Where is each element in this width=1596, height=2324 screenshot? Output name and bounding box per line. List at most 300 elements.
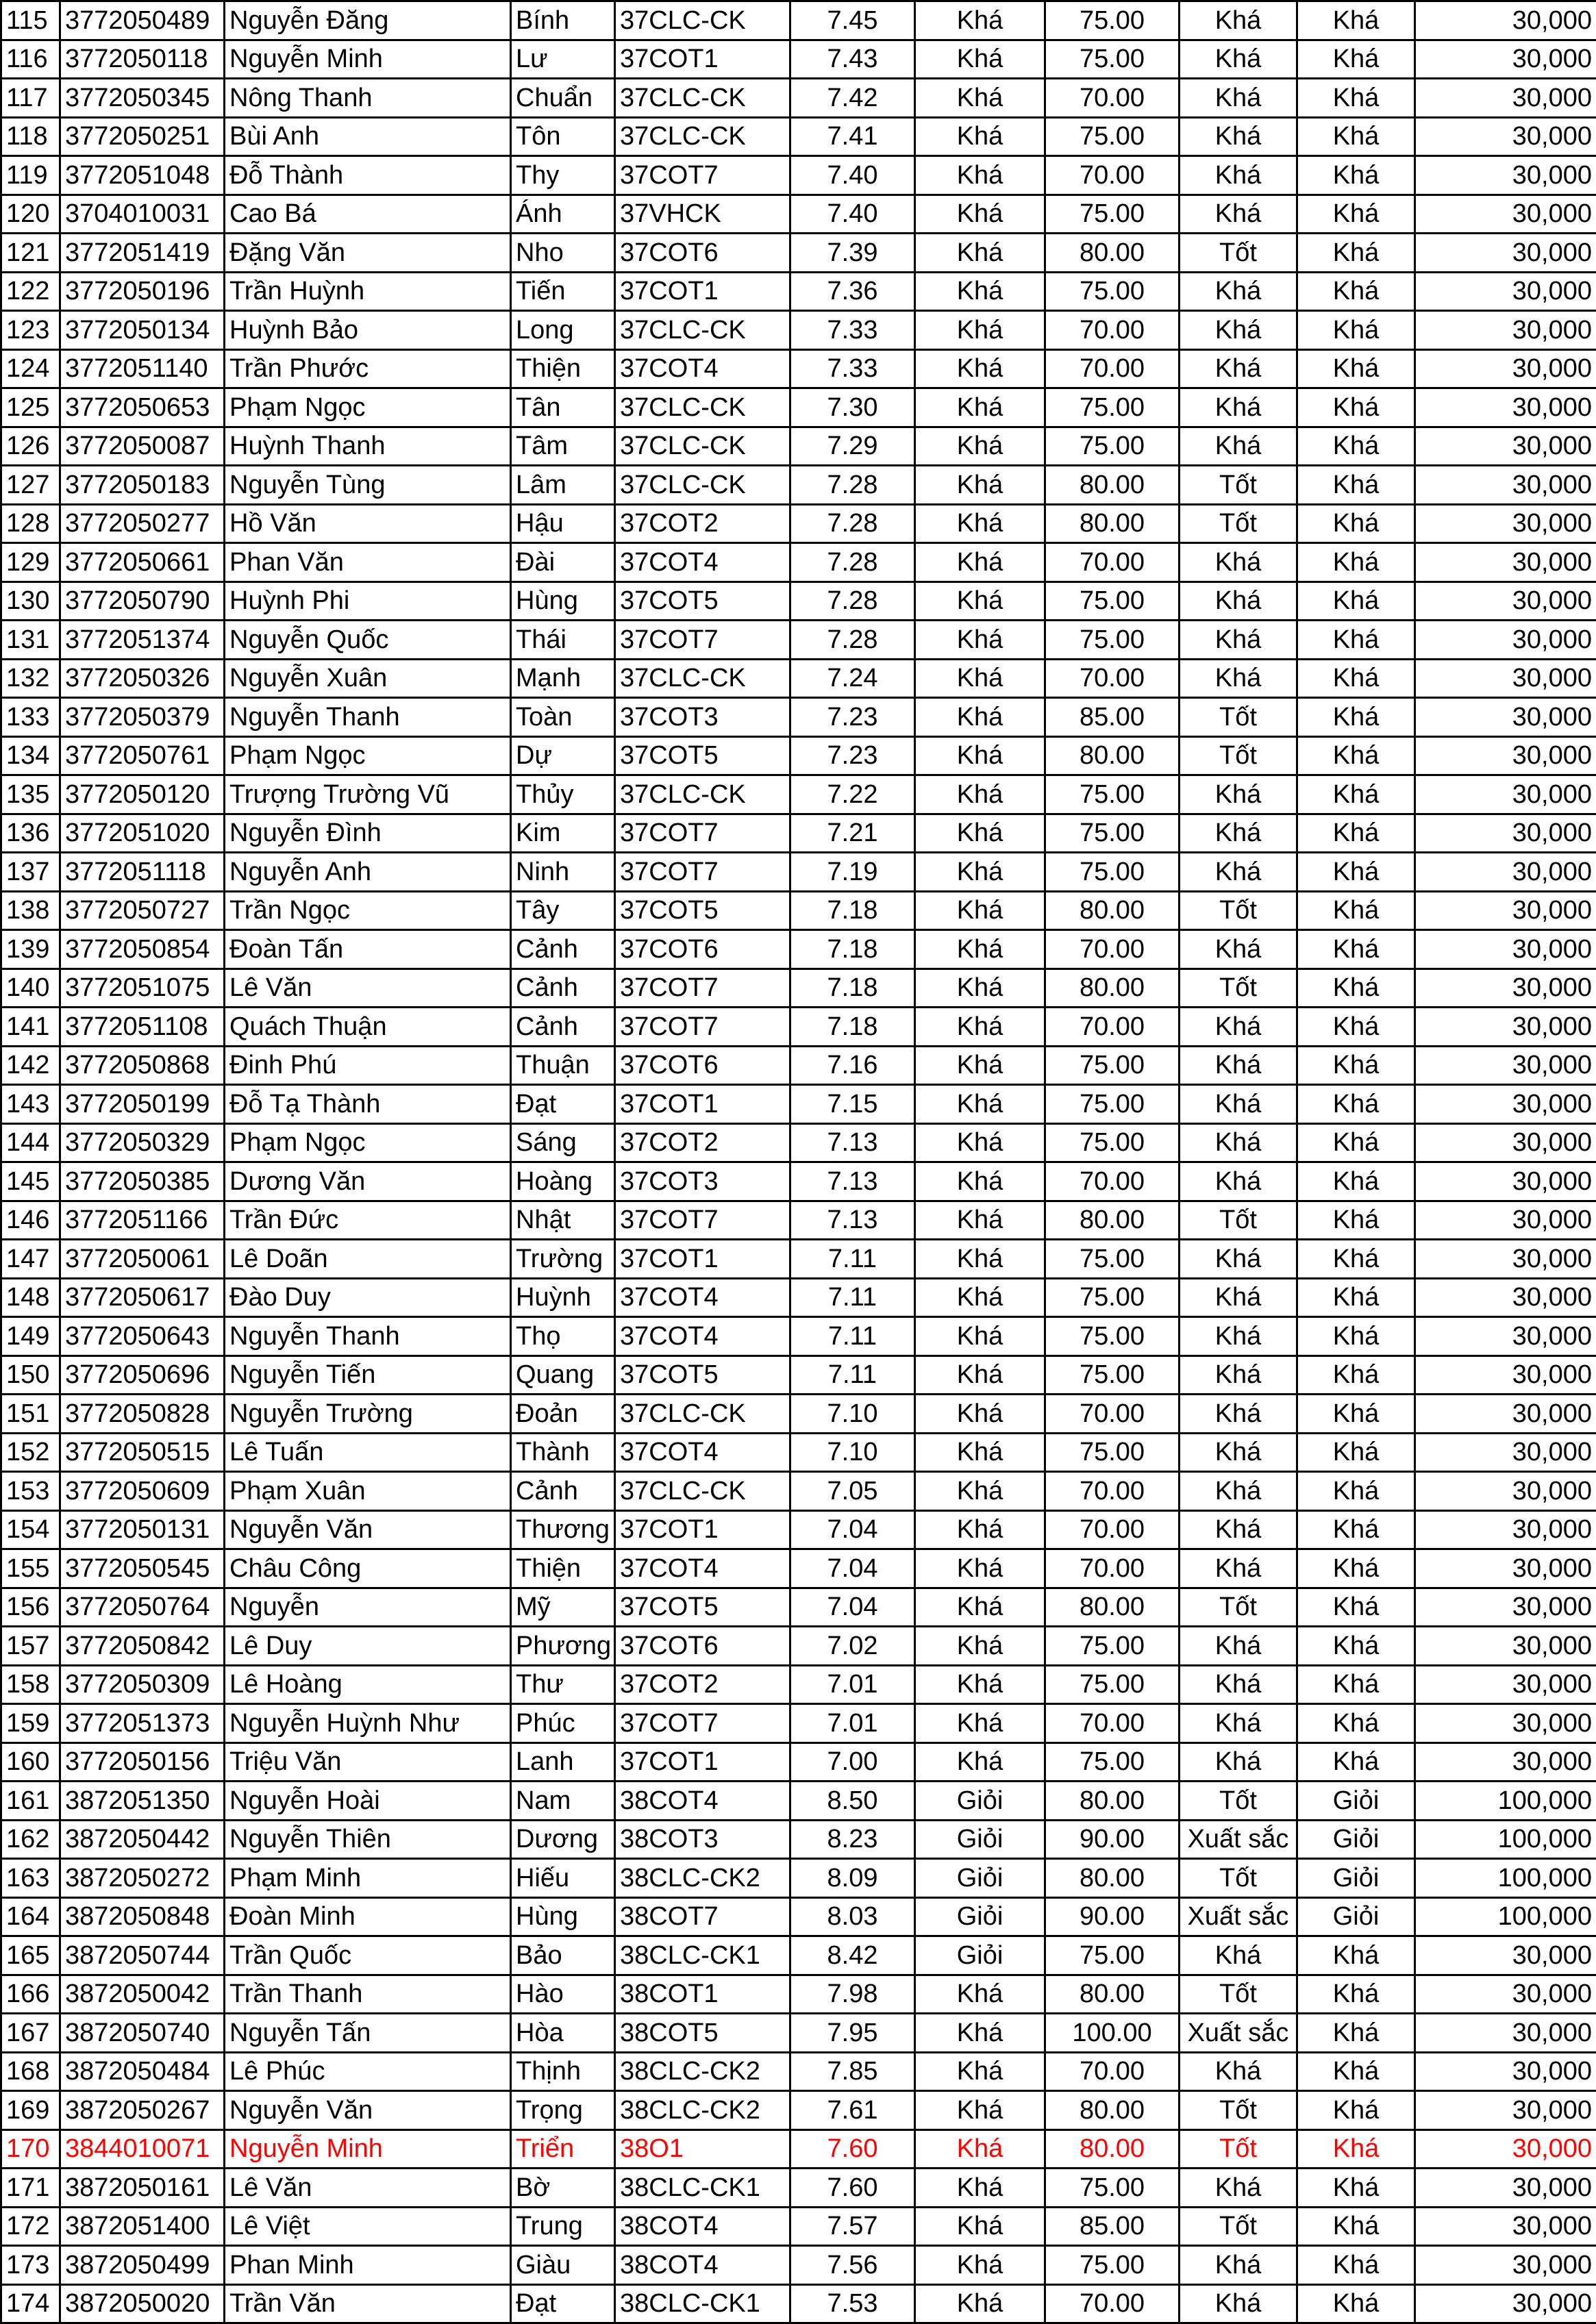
conduct-score-cell: 75.00 — [1045, 853, 1180, 892]
scholarship-rank-cell: Khá — [1297, 891, 1415, 930]
academic-rank-cell: Khá — [915, 504, 1045, 543]
last-middle-name-cell: Đoàn Tấn — [225, 930, 511, 969]
class-cell: 37CLC-CK — [615, 659, 790, 698]
row-number-cell: 165 — [1, 1936, 60, 1975]
table-row — [1, 2014, 1596, 2053]
table-row — [1, 1510, 1596, 1549]
amount-cell: 30,000 — [1415, 1627, 1596, 1666]
conduct-score-cell: 80.00 — [1045, 969, 1180, 1008]
conduct-rank-cell: Khá — [1180, 659, 1297, 698]
scholarship-rank-cell: Khá — [1297, 79, 1415, 118]
conduct-rank-cell: Khá — [1180, 156, 1297, 195]
table-row — [1, 543, 1596, 582]
class-cell: 37CLC-CK — [615, 427, 790, 466]
student-id-cell: 3772050643 — [60, 1317, 225, 1356]
first-name-cell: Cảnh — [511, 1472, 615, 1511]
first-name-cell: Đạt — [511, 1085, 615, 1124]
student-id-cell: 3772050379 — [60, 698, 225, 737]
last-middle-name-cell: Triệu Văn — [225, 1742, 511, 1782]
student-id-cell: 3772050696 — [60, 1355, 225, 1395]
class-cell: 37COT4 — [615, 1433, 790, 1472]
last-middle-name-cell: Trần Quốc — [225, 1936, 511, 1975]
gpa-cell: 7.61 — [790, 2091, 915, 2130]
table-row — [1, 736, 1596, 775]
academic-rank-cell: Khá — [915, 1395, 1045, 1434]
conduct-rank-cell: Khá — [1180, 1665, 1297, 1704]
scholarship-rank-cell: Giỏi — [1297, 1820, 1415, 1859]
scholarship-rank-cell: Khá — [1297, 1665, 1415, 1704]
table-row — [1, 621, 1596, 660]
scholarship-rank-cell: Khá — [1297, 930, 1415, 969]
last-middle-name-cell: Nguyễn Anh — [225, 853, 511, 892]
academic-rank-cell: Khá — [915, 1123, 1045, 1162]
academic-rank-cell: Giỏi — [915, 1820, 1045, 1859]
amount-cell: 100,000 — [1415, 1782, 1596, 1821]
last-middle-name-cell: Phạm Minh — [225, 1859, 511, 1898]
table-row — [1, 1627, 1596, 1666]
student-id-cell: 3772051118 — [60, 853, 225, 892]
student-id-cell: 3772051108 — [60, 1008, 225, 1047]
gpa-cell: 8.23 — [790, 1820, 915, 1859]
first-name-cell: Bính — [511, 1, 615, 40]
conduct-rank-cell: Tốt — [1180, 891, 1297, 930]
gpa-cell: 7.98 — [790, 1975, 915, 2014]
conduct-rank-cell: Khá — [1180, 930, 1297, 969]
class-cell: 37CLC-CK — [615, 1395, 790, 1434]
scholarship-rank-cell: Khá — [1297, 1395, 1415, 1434]
academic-rank-cell: Khá — [915, 1742, 1045, 1782]
table-row — [1, 1240, 1596, 1279]
first-name-cell: Hoàng — [511, 1162, 615, 1201]
gpa-cell: 7.19 — [790, 853, 915, 892]
scholarship-rank-cell: Giỏi — [1297, 1897, 1415, 1936]
student-id-cell: 3772050118 — [60, 40, 225, 79]
class-cell: 38COT7 — [615, 1897, 790, 1936]
gpa-cell: 8.50 — [790, 1782, 915, 1821]
academic-rank-cell: Khá — [915, 2014, 1045, 2053]
last-middle-name-cell: Nguyễn Đăng — [225, 1, 511, 40]
last-middle-name-cell: Nguyễn Huỳnh Như — [225, 1704, 511, 1743]
student-id-cell: 3872050848 — [60, 1897, 225, 1936]
first-name-cell: Mạnh — [511, 659, 615, 698]
class-cell: 37COT1 — [615, 272, 790, 311]
row-number-cell: 159 — [1, 1704, 60, 1743]
conduct-rank-cell: Tốt — [1180, 1201, 1297, 1240]
conduct-score-cell: 75.00 — [1045, 775, 1180, 814]
conduct-score-cell: 70.00 — [1045, 543, 1180, 582]
last-middle-name-cell: Trần Văn — [225, 2284, 511, 2323]
academic-rank-cell: Khá — [915, 621, 1045, 660]
scholarship-rank-cell: Khá — [1297, 1742, 1415, 1782]
last-middle-name-cell: Nguyễn Tấn — [225, 2014, 511, 2053]
conduct-score-cell: 75.00 — [1045, 1627, 1180, 1666]
scholarship-rank-cell: Khá — [1297, 2169, 1415, 2208]
row-number-cell: 171 — [1, 2169, 60, 2208]
conduct-score-cell: 80.00 — [1045, 234, 1180, 273]
conduct-score-cell: 70.00 — [1045, 311, 1180, 350]
amount-cell: 30,000 — [1415, 1317, 1596, 1356]
last-middle-name-cell: Đỗ Tạ Thành — [225, 1085, 511, 1124]
table-row — [1, 1317, 1596, 1356]
row-number-cell: 144 — [1, 1123, 60, 1162]
last-middle-name-cell: Lê Việt — [225, 2207, 511, 2246]
amount-cell: 100,000 — [1415, 1859, 1596, 1898]
table-row — [1, 1355, 1596, 1395]
scholarship-rank-cell: Khá — [1297, 1355, 1415, 1395]
class-cell: 37COT7 — [615, 1704, 790, 1743]
gpa-cell: 7.41 — [790, 117, 915, 156]
student-id-cell: 3772051419 — [60, 234, 225, 273]
first-name-cell: Thái — [511, 621, 615, 660]
scholarship-rank-cell: Khá — [1297, 1704, 1415, 1743]
gpa-cell: 7.18 — [790, 930, 915, 969]
last-middle-name-cell: Nguyễn Thiên — [225, 1820, 511, 1859]
conduct-score-cell: 75.00 — [1045, 2169, 1180, 2208]
amount-cell: 30,000 — [1415, 311, 1596, 350]
row-number-cell: 115 — [1, 1, 60, 40]
gpa-cell: 7.00 — [790, 1742, 915, 1782]
gpa-cell: 7.04 — [790, 1510, 915, 1549]
conduct-rank-cell: Khá — [1180, 853, 1297, 892]
class-cell: 38COT5 — [615, 2014, 790, 2053]
amount-cell: 30,000 — [1415, 1123, 1596, 1162]
row-number-cell: 143 — [1, 1085, 60, 1124]
first-name-cell: Tiến — [511, 272, 615, 311]
conduct-rank-cell: Khá — [1180, 117, 1297, 156]
first-name-cell: Triển — [511, 2129, 615, 2169]
class-cell: 37COT3 — [615, 698, 790, 737]
amount-cell: 30,000 — [1415, 1549, 1596, 1588]
amount-cell: 30,000 — [1415, 891, 1596, 930]
last-middle-name-cell: Phan Văn — [225, 543, 511, 582]
academic-rank-cell: Khá — [915, 2091, 1045, 2130]
row-number-cell: 145 — [1, 1162, 60, 1201]
row-number-cell: 155 — [1, 1549, 60, 1588]
scholarship-rank-cell: Khá — [1297, 2207, 1415, 2246]
scholarship-rank-cell: Khá — [1297, 1008, 1415, 1047]
conduct-rank-cell: Khá — [1180, 1278, 1297, 1317]
student-id-cell: 3872051350 — [60, 1782, 225, 1821]
last-middle-name-cell: Nguyễn Thanh — [225, 698, 511, 737]
table-row — [1, 2169, 1596, 2208]
academic-rank-cell: Khá — [915, 1549, 1045, 1588]
scholarship-rank-cell: Khá — [1297, 2284, 1415, 2323]
student-id-cell: 3844010071 — [60, 2129, 225, 2169]
conduct-score-cell: 70.00 — [1045, 1472, 1180, 1511]
class-cell: 37COT2 — [615, 504, 790, 543]
academic-rank-cell: Khá — [915, 1046, 1045, 1085]
amount-cell: 30,000 — [1415, 621, 1596, 660]
conduct-score-cell: 75.00 — [1045, 1240, 1180, 1279]
row-number-cell: 154 — [1, 1510, 60, 1549]
last-middle-name-cell: Đinh Phú — [225, 1046, 511, 1085]
first-name-cell: Cảnh — [511, 969, 615, 1008]
last-middle-name-cell: Đoàn Minh — [225, 1897, 511, 1936]
class-cell: 38COT4 — [615, 2207, 790, 2246]
conduct-score-cell: 80.00 — [1045, 1588, 1180, 1627]
row-number-cell: 151 — [1, 1395, 60, 1434]
gpa-cell: 7.01 — [790, 1704, 915, 1743]
scholarship-rank-cell: Khá — [1297, 969, 1415, 1008]
amount-cell: 30,000 — [1415, 349, 1596, 388]
gpa-cell: 7.15 — [790, 1085, 915, 1124]
amount-cell: 30,000 — [1415, 272, 1596, 311]
first-name-cell: Hậu — [511, 504, 615, 543]
conduct-score-cell: 70.00 — [1045, 1549, 1180, 1588]
conduct-rank-cell: Khá — [1180, 40, 1297, 79]
last-middle-name-cell: Huỳnh Bảo — [225, 311, 511, 350]
first-name-cell: Trung — [511, 2207, 615, 2246]
first-name-cell: Hào — [511, 1975, 615, 2014]
row-number-cell: 168 — [1, 2052, 60, 2091]
conduct-score-cell: 70.00 — [1045, 156, 1180, 195]
conduct-score-cell: 80.00 — [1045, 466, 1180, 505]
gpa-cell: 7.21 — [790, 814, 915, 853]
gpa-cell: 7.04 — [790, 1549, 915, 1588]
last-middle-name-cell: Châu Công — [225, 1549, 511, 1588]
student-id-cell: 3872051400 — [60, 2207, 225, 2246]
academic-rank-cell: Khá — [915, 2207, 1045, 2246]
first-name-cell: Nho — [511, 234, 615, 273]
student-id-cell: 3872050267 — [60, 2091, 225, 2130]
gpa-cell: 7.40 — [790, 156, 915, 195]
academic-rank-cell: Khá — [915, 1, 1045, 40]
first-name-cell: Hòa — [511, 2014, 615, 2053]
last-middle-name-cell: Nguyễn Minh — [225, 40, 511, 79]
table-row — [1, 969, 1596, 1008]
scholarship-rank-cell: Khá — [1297, 156, 1415, 195]
row-number-cell: 164 — [1, 1897, 60, 1936]
academic-rank-cell: Khá — [915, 311, 1045, 350]
class-cell: 37VHCK — [615, 195, 790, 234]
conduct-rank-cell: Tốt — [1180, 1975, 1297, 2014]
conduct-rank-cell: Tốt — [1180, 1588, 1297, 1627]
last-middle-name-cell: Lê Hoàng — [225, 1665, 511, 1704]
row-number-cell: 116 — [1, 40, 60, 79]
conduct-rank-cell: Khá — [1180, 79, 1297, 118]
gpa-cell: 7.11 — [790, 1317, 915, 1356]
table-body — [1, 1, 1596, 2323]
gpa-cell: 7.33 — [790, 311, 915, 350]
conduct-rank-cell: Khá — [1180, 272, 1297, 311]
amount-cell: 30,000 — [1415, 1936, 1596, 1975]
row-number-cell: 170 — [1, 2129, 60, 2169]
student-id-cell: 3772050087 — [60, 427, 225, 466]
scholarship-rank-cell: Khá — [1297, 311, 1415, 350]
academic-rank-cell: Khá — [915, 1355, 1045, 1395]
student-id-cell: 3772050515 — [60, 1433, 225, 1472]
class-cell: 38COT1 — [615, 1975, 790, 2014]
gpa-cell: 7.28 — [790, 466, 915, 505]
amount-cell: 30,000 — [1415, 1201, 1596, 1240]
conduct-rank-cell: Khá — [1180, 195, 1297, 234]
first-name-cell: Thiện — [511, 349, 615, 388]
academic-rank-cell: Khá — [915, 543, 1045, 582]
conduct-score-cell: 75.00 — [1045, 1085, 1180, 1124]
scholarship-rank-cell: Khá — [1297, 853, 1415, 892]
class-cell: 37COT7 — [615, 853, 790, 892]
conduct-score-cell: 75.00 — [1045, 195, 1180, 234]
conduct-score-cell: 75.00 — [1045, 814, 1180, 853]
conduct-score-cell: 80.00 — [1045, 2129, 1180, 2169]
row-number-cell: 169 — [1, 2091, 60, 2130]
conduct-rank-cell: Tốt — [1180, 698, 1297, 737]
table-row — [1, 1, 1596, 40]
scholarship-rank-cell: Khá — [1297, 2014, 1415, 2053]
student-id-cell: 3772051020 — [60, 814, 225, 853]
amount-cell: 30,000 — [1415, 930, 1596, 969]
row-number-cell: 117 — [1, 79, 60, 118]
student-id-cell: 3772051140 — [60, 349, 225, 388]
amount-cell: 30,000 — [1415, 1433, 1596, 1472]
last-middle-name-cell: Nguyễn Minh — [225, 2129, 511, 2169]
row-number-cell: 148 — [1, 1278, 60, 1317]
amount-cell: 30,000 — [1415, 1665, 1596, 1704]
conduct-score-cell: 70.00 — [1045, 659, 1180, 698]
row-number-cell: 162 — [1, 1820, 60, 1859]
table-row — [1, 311, 1596, 350]
amount-cell: 30,000 — [1415, 969, 1596, 1008]
scholarship-rank-cell: Khá — [1297, 1201, 1415, 1240]
row-number-cell: 135 — [1, 775, 60, 814]
class-cell: 38COT3 — [615, 1820, 790, 1859]
first-name-cell: Đạt — [511, 2284, 615, 2323]
scholarship-rank-cell: Khá — [1297, 1278, 1415, 1317]
table-row — [1, 40, 1596, 79]
first-name-cell: Nhật — [511, 1201, 615, 1240]
last-middle-name-cell: Trần Phước — [225, 349, 511, 388]
conduct-rank-cell: Khá — [1180, 1433, 1297, 1472]
class-cell: 38CLC-CK2 — [615, 2052, 790, 2091]
first-name-cell: Thọ — [511, 1317, 615, 1356]
conduct-score-cell: 80.00 — [1045, 891, 1180, 930]
amount-cell: 30,000 — [1415, 1008, 1596, 1047]
conduct-score-cell: 75.00 — [1045, 1936, 1180, 1975]
academic-rank-cell: Khá — [915, 195, 1045, 234]
gpa-cell: 7.30 — [790, 388, 915, 427]
amount-cell: 30,000 — [1415, 1742, 1596, 1782]
conduct-rank-cell: Khá — [1180, 1355, 1297, 1395]
scholarship-rank-cell: Khá — [1297, 1975, 1415, 2014]
last-middle-name-cell: Lê Doãn — [225, 1240, 511, 1279]
class-cell: 37COT7 — [615, 1201, 790, 1240]
academic-rank-cell: Giỏi — [915, 1897, 1045, 1936]
amount-cell: 30,000 — [1415, 1, 1596, 40]
academic-rank-cell: Khá — [915, 40, 1045, 79]
scholarship-rank-cell: Giỏi — [1297, 1859, 1415, 1898]
first-name-cell: Thành — [511, 1433, 615, 1472]
gpa-cell: 7.29 — [790, 427, 915, 466]
student-id-cell: 3772050183 — [60, 466, 225, 505]
last-middle-name-cell: Nguyễn — [225, 1588, 511, 1627]
class-cell: 37COT7 — [615, 1008, 790, 1047]
class-cell: 37COT4 — [615, 349, 790, 388]
row-number-cell: 139 — [1, 930, 60, 969]
class-cell: 37COT1 — [615, 1085, 790, 1124]
amount-cell: 30,000 — [1415, 195, 1596, 234]
gpa-cell: 8.09 — [790, 1859, 915, 1898]
scholarship-rank-cell: Khá — [1297, 1433, 1415, 1472]
first-name-cell: Hùng — [511, 582, 615, 621]
table-row — [1, 195, 1596, 234]
amount-cell: 30,000 — [1415, 117, 1596, 156]
last-middle-name-cell: Nguyễn Trường — [225, 1395, 511, 1434]
first-name-cell: Bờ — [511, 2169, 615, 2208]
row-number-cell: 119 — [1, 156, 60, 195]
conduct-rank-cell: Khá — [1180, 427, 1297, 466]
conduct-score-cell: 75.00 — [1045, 1123, 1180, 1162]
academic-rank-cell: Khá — [915, 388, 1045, 427]
scholarship-rank-cell: Khá — [1297, 775, 1415, 814]
table-row — [1, 349, 1596, 388]
amount-cell: 30,000 — [1415, 1395, 1596, 1434]
conduct-rank-cell: Khá — [1180, 1008, 1297, 1047]
last-middle-name-cell: Trần Đức — [225, 1201, 511, 1240]
conduct-rank-cell: Khá — [1180, 1627, 1297, 1666]
row-number-cell: 150 — [1, 1355, 60, 1395]
amount-cell: 30,000 — [1415, 2129, 1596, 2169]
class-cell: 37COT7 — [615, 156, 790, 195]
amount-cell: 30,000 — [1415, 1472, 1596, 1511]
row-number-cell: 126 — [1, 427, 60, 466]
scholarship-rank-cell: Khá — [1297, 1627, 1415, 1666]
academic-rank-cell: Khá — [915, 775, 1045, 814]
table-row — [1, 1859, 1596, 1898]
last-middle-name-cell: Đào Duy — [225, 1278, 511, 1317]
conduct-rank-cell: Khá — [1180, 1162, 1297, 1201]
gpa-cell: 7.39 — [790, 234, 915, 273]
conduct-score-cell: 80.00 — [1045, 1975, 1180, 2014]
student-id-cell: 3772050764 — [60, 1588, 225, 1627]
student-id-cell: 3772050790 — [60, 582, 225, 621]
conduct-score-cell: 75.00 — [1045, 427, 1180, 466]
class-cell: 38CLC-CK1 — [615, 2284, 790, 2323]
conduct-score-cell: 80.00 — [1045, 504, 1180, 543]
academic-rank-cell: Khá — [915, 930, 1045, 969]
scholarship-rank-cell: Khá — [1297, 427, 1415, 466]
academic-rank-cell: Khá — [915, 1588, 1045, 1627]
amount-cell: 30,000 — [1415, 1085, 1596, 1124]
table-row — [1, 156, 1596, 195]
conduct-score-cell: 75.00 — [1045, 40, 1180, 79]
conduct-rank-cell: Khá — [1180, 621, 1297, 660]
last-middle-name-cell: Cao Bá — [225, 195, 511, 234]
table-row — [1, 1820, 1596, 1859]
table-row — [1, 891, 1596, 930]
gpa-cell: 7.10 — [790, 1433, 915, 1472]
amount-cell: 30,000 — [1415, 504, 1596, 543]
conduct-score-cell: 90.00 — [1045, 1897, 1180, 1936]
class-cell: 37COT1 — [615, 40, 790, 79]
conduct-score-cell: 75.00 — [1045, 1046, 1180, 1085]
gpa-cell: 7.11 — [790, 1355, 915, 1395]
last-middle-name-cell: Nguyễn Văn — [225, 2091, 511, 2130]
last-middle-name-cell: Nguyễn Thanh — [225, 1317, 511, 1356]
row-number-cell: 141 — [1, 1008, 60, 1047]
first-name-cell: Kim — [511, 814, 615, 853]
academic-rank-cell: Khá — [915, 2169, 1045, 2208]
last-middle-name-cell: Nguyễn Tiến — [225, 1355, 511, 1395]
first-name-cell: Mỹ — [511, 1588, 615, 1627]
amount-cell: 30,000 — [1415, 1278, 1596, 1317]
conduct-rank-cell: Khá — [1180, 1123, 1297, 1162]
table-row — [1, 1782, 1596, 1821]
last-middle-name-cell: Lê Văn — [225, 2169, 511, 2208]
academic-rank-cell: Khá — [915, 234, 1045, 273]
gpa-cell: 7.57 — [790, 2207, 915, 2246]
student-id-cell: 3772050326 — [60, 659, 225, 698]
class-cell: 37CLC-CK — [615, 1472, 790, 1511]
